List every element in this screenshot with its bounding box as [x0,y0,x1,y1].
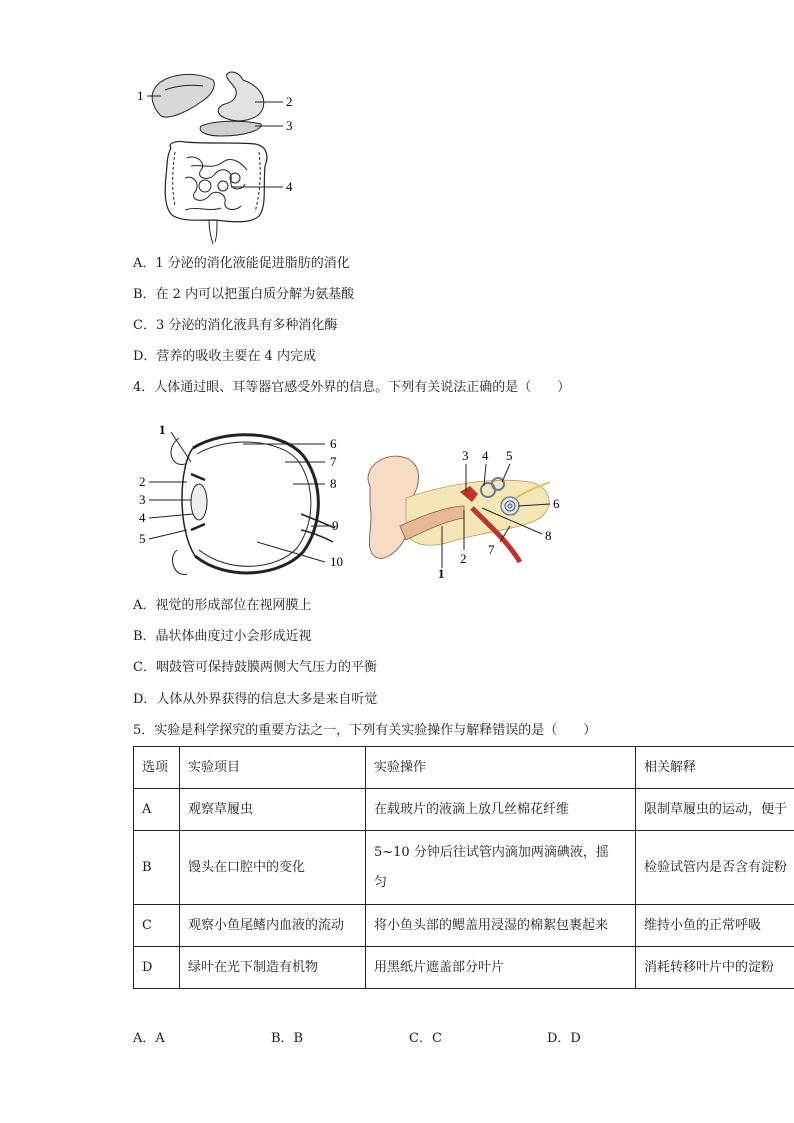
row-a-option: A [134,789,180,831]
row-b-operation-line2: 匀 [374,874,388,890]
q3-option-b: B．在 2 内可以把蛋白质分解为氨基酸 [133,287,355,302]
eye-label-3: 3 [139,492,146,507]
eye-label-7: 7 [330,454,337,469]
row-c-explanation: 维持小鱼的正常呼吸 [636,905,794,947]
row-d-item: 绿叶在光下制造有机物 [180,947,366,989]
ear-label-6: 6 [553,496,560,511]
experiment-table [133,746,794,989]
q3-option-d: D．营养的吸收主要在 4 内完成 [133,349,316,364]
row-b-operation [366,831,636,905]
row-a-item: 观察草履虫 [180,789,366,831]
q5-answer-b: B．B [271,1031,304,1046]
eye-label-2: 2 [139,474,146,489]
eye-label-1: 1 [159,422,166,437]
q5-answer-d: D．D [547,1031,581,1046]
eye-label-6: 6 [330,436,337,451]
row-b-item: 馒头在口腔中的变化 [180,831,366,905]
header-option: 选项 [134,747,180,789]
row-b-explanation: 检验试管内是否含有淀粉 [636,831,794,905]
digestive-label-1: 1 [137,88,144,103]
q5-stem: 5．实验是科学探究的重要方法之一，下列有关实验操作与解释错误的是（ ） [133,723,597,738]
ear-label-2: 2 [460,551,467,566]
row-c-option: C [134,905,180,947]
eye-label-5: 5 [139,531,146,546]
row-a-operation: 在载玻片的液滴上放几丝棉花纤维 [366,789,636,831]
q4-option-c: C．咽鼓管可保持鼓膜两侧大气压力的平衡 [133,660,377,675]
ear-label-5: 5 [506,448,513,463]
digestive-label-4: 4 [286,179,293,194]
q5-answer-choices [0,1027,794,1047]
q4-stem: 4．人体通过眼、耳等器官感受外界的信息。下列有关说法正确的是（ ） [133,380,571,395]
digestive-label-2: 2 [286,94,293,109]
ear-label-8: 8 [545,528,552,543]
ear-label-7: 7 [488,542,495,557]
q5-answer-a: A．A [133,1031,165,1046]
q5-answer-c: C．C [409,1031,442,1046]
header-operation: 实验操作 [366,747,636,789]
eye-label-8: 8 [330,476,337,491]
row-d-option: D [134,947,180,989]
row-b-operation-line1: 5~10 分钟后往试管内滴加两滴碘液，摇 [374,844,609,860]
row-d-operation: 用黑纸片遮盖部分叶片 [366,947,636,989]
table-row [134,831,794,905]
header-explanation: 相关解释 [636,747,794,789]
row-d-explanation: 消耗转移叶片中的淀粉 [636,947,794,989]
q4-option-b: B．晶状体曲度过小会形成近视 [133,629,312,644]
ear-label-3: 3 [462,448,469,463]
row-a-explanation: 限制草履虫的运动，便于 [636,789,794,831]
row-b-option: B [134,831,180,905]
eye-structure-figure [135,418,355,583]
q3-option-a: A．1 分泌的消化液能促进脂肪的消化 [133,256,350,271]
table-row [134,905,794,947]
row-c-operation: 将小鱼头部的鳃盖用浸湿的棉絮包裹起来 [366,905,636,947]
q4-option-d: D．人体从外界获得的信息大多是来自听觉 [133,692,378,707]
ear-structure-figure [360,446,570,581]
q3-option-c: C．3 分泌的消化液具有多种消化酶 [133,318,338,333]
eye-label-10: 10 [330,554,343,569]
ear-label-4: 4 [482,448,489,463]
digestive-label-3: 3 [286,118,293,133]
eye-label-9: 9 [332,518,339,533]
header-item: 实验项目 [180,747,366,789]
table-row [134,947,794,989]
row-c-item: 观察小鱼尾鳍内血液的流动 [180,905,366,947]
table-row [134,789,794,831]
ear-label-1: 1 [438,566,445,581]
eye-label-4: 4 [139,510,146,525]
digestive-system-figure [135,66,305,246]
q4-option-a: A．视觉的形成部位在视网膜上 [133,598,312,613]
table-header-row [134,747,794,789]
